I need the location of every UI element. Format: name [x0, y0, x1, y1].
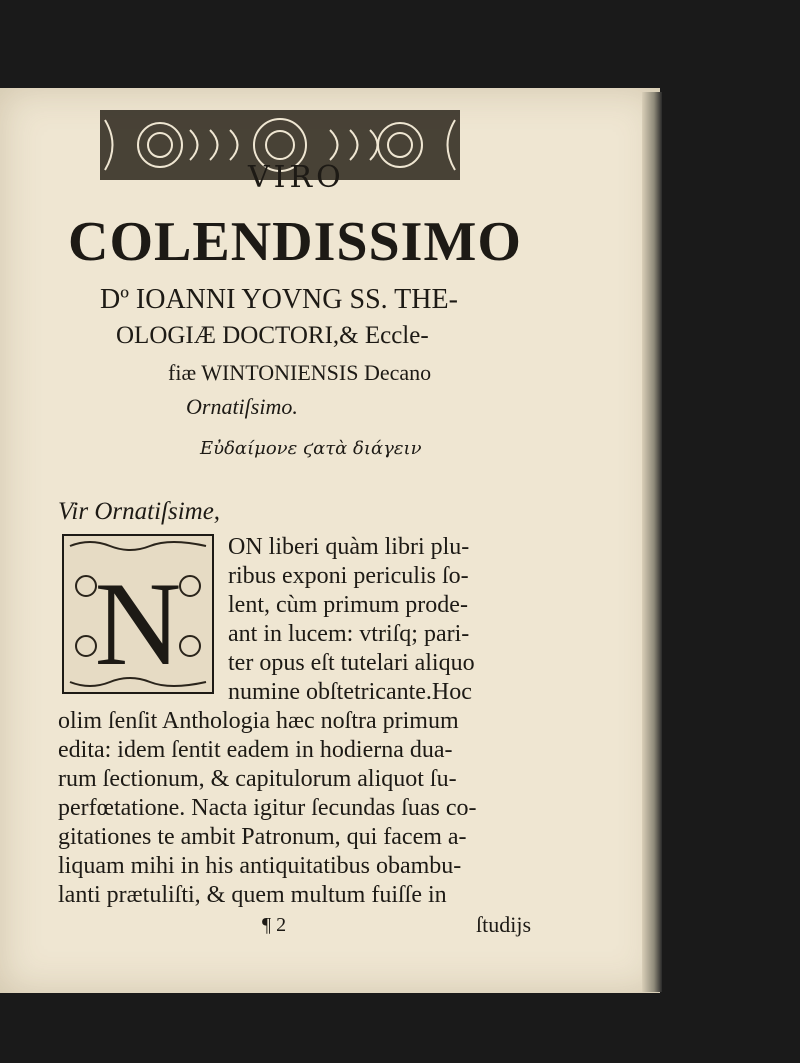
body-line: edita: idem ſentit eadem in hodierna dua- — [58, 737, 453, 763]
body-line: ter opus eſt tutelari aliquo — [228, 650, 475, 676]
body-line: liquam mihi in his antiquitatibus obambu- — [58, 853, 462, 879]
catchword: ſtudijs — [476, 912, 532, 937]
body-line: perfœtatione. Nacta igitur ſecundas ſuas co- — [58, 795, 477, 821]
dedication-line-2: OLOGIÆ DOCTORI,& Eccle- — [116, 322, 429, 349]
dedication-line-4: Ornatiſsimo. — [186, 394, 298, 419]
title-viro: VIRO — [248, 160, 345, 195]
body-line: ON liberi quàm libri plu- — [228, 534, 470, 560]
body-line: ribus exponi periculis ſo- — [228, 563, 469, 589]
greek-motto: Εὐδαίμονε ϛατὰ διάγειν — [200, 438, 422, 459]
body-line: numine obſtetricante.Hoc — [228, 679, 472, 705]
decorated-initial — [62, 534, 214, 694]
signature-mark: ¶ 2 — [262, 914, 287, 936]
body-line: gitationes te ambit Patronum, qui facem a- — [58, 824, 467, 850]
page-edge — [642, 92, 662, 992]
body-line: lent, cùm primum prode- — [228, 592, 468, 618]
dedication-line-3: fiæ WINTONIENSIS Decano — [168, 360, 432, 385]
body-line: ant in lucem: vtriſq; pari- — [228, 621, 470, 647]
body-line: olim ſenſit Anthologia hæc noſtra primum — [58, 708, 459, 734]
body-line: rum ſectionum, & capitulorum aliquot ſu- — [58, 766, 457, 792]
salutation: Vir Ornatiſsime, — [58, 498, 221, 525]
title-colendissimo: COLENDISSIMO — [68, 211, 522, 273]
initial-letter: N — [94, 557, 182, 690]
dedication-line-1: Dº IOANNI YOVNG SS. THE- — [100, 284, 458, 315]
body-line: lanti prætuliſti, & quem multum fuiſſe in — [58, 882, 447, 908]
